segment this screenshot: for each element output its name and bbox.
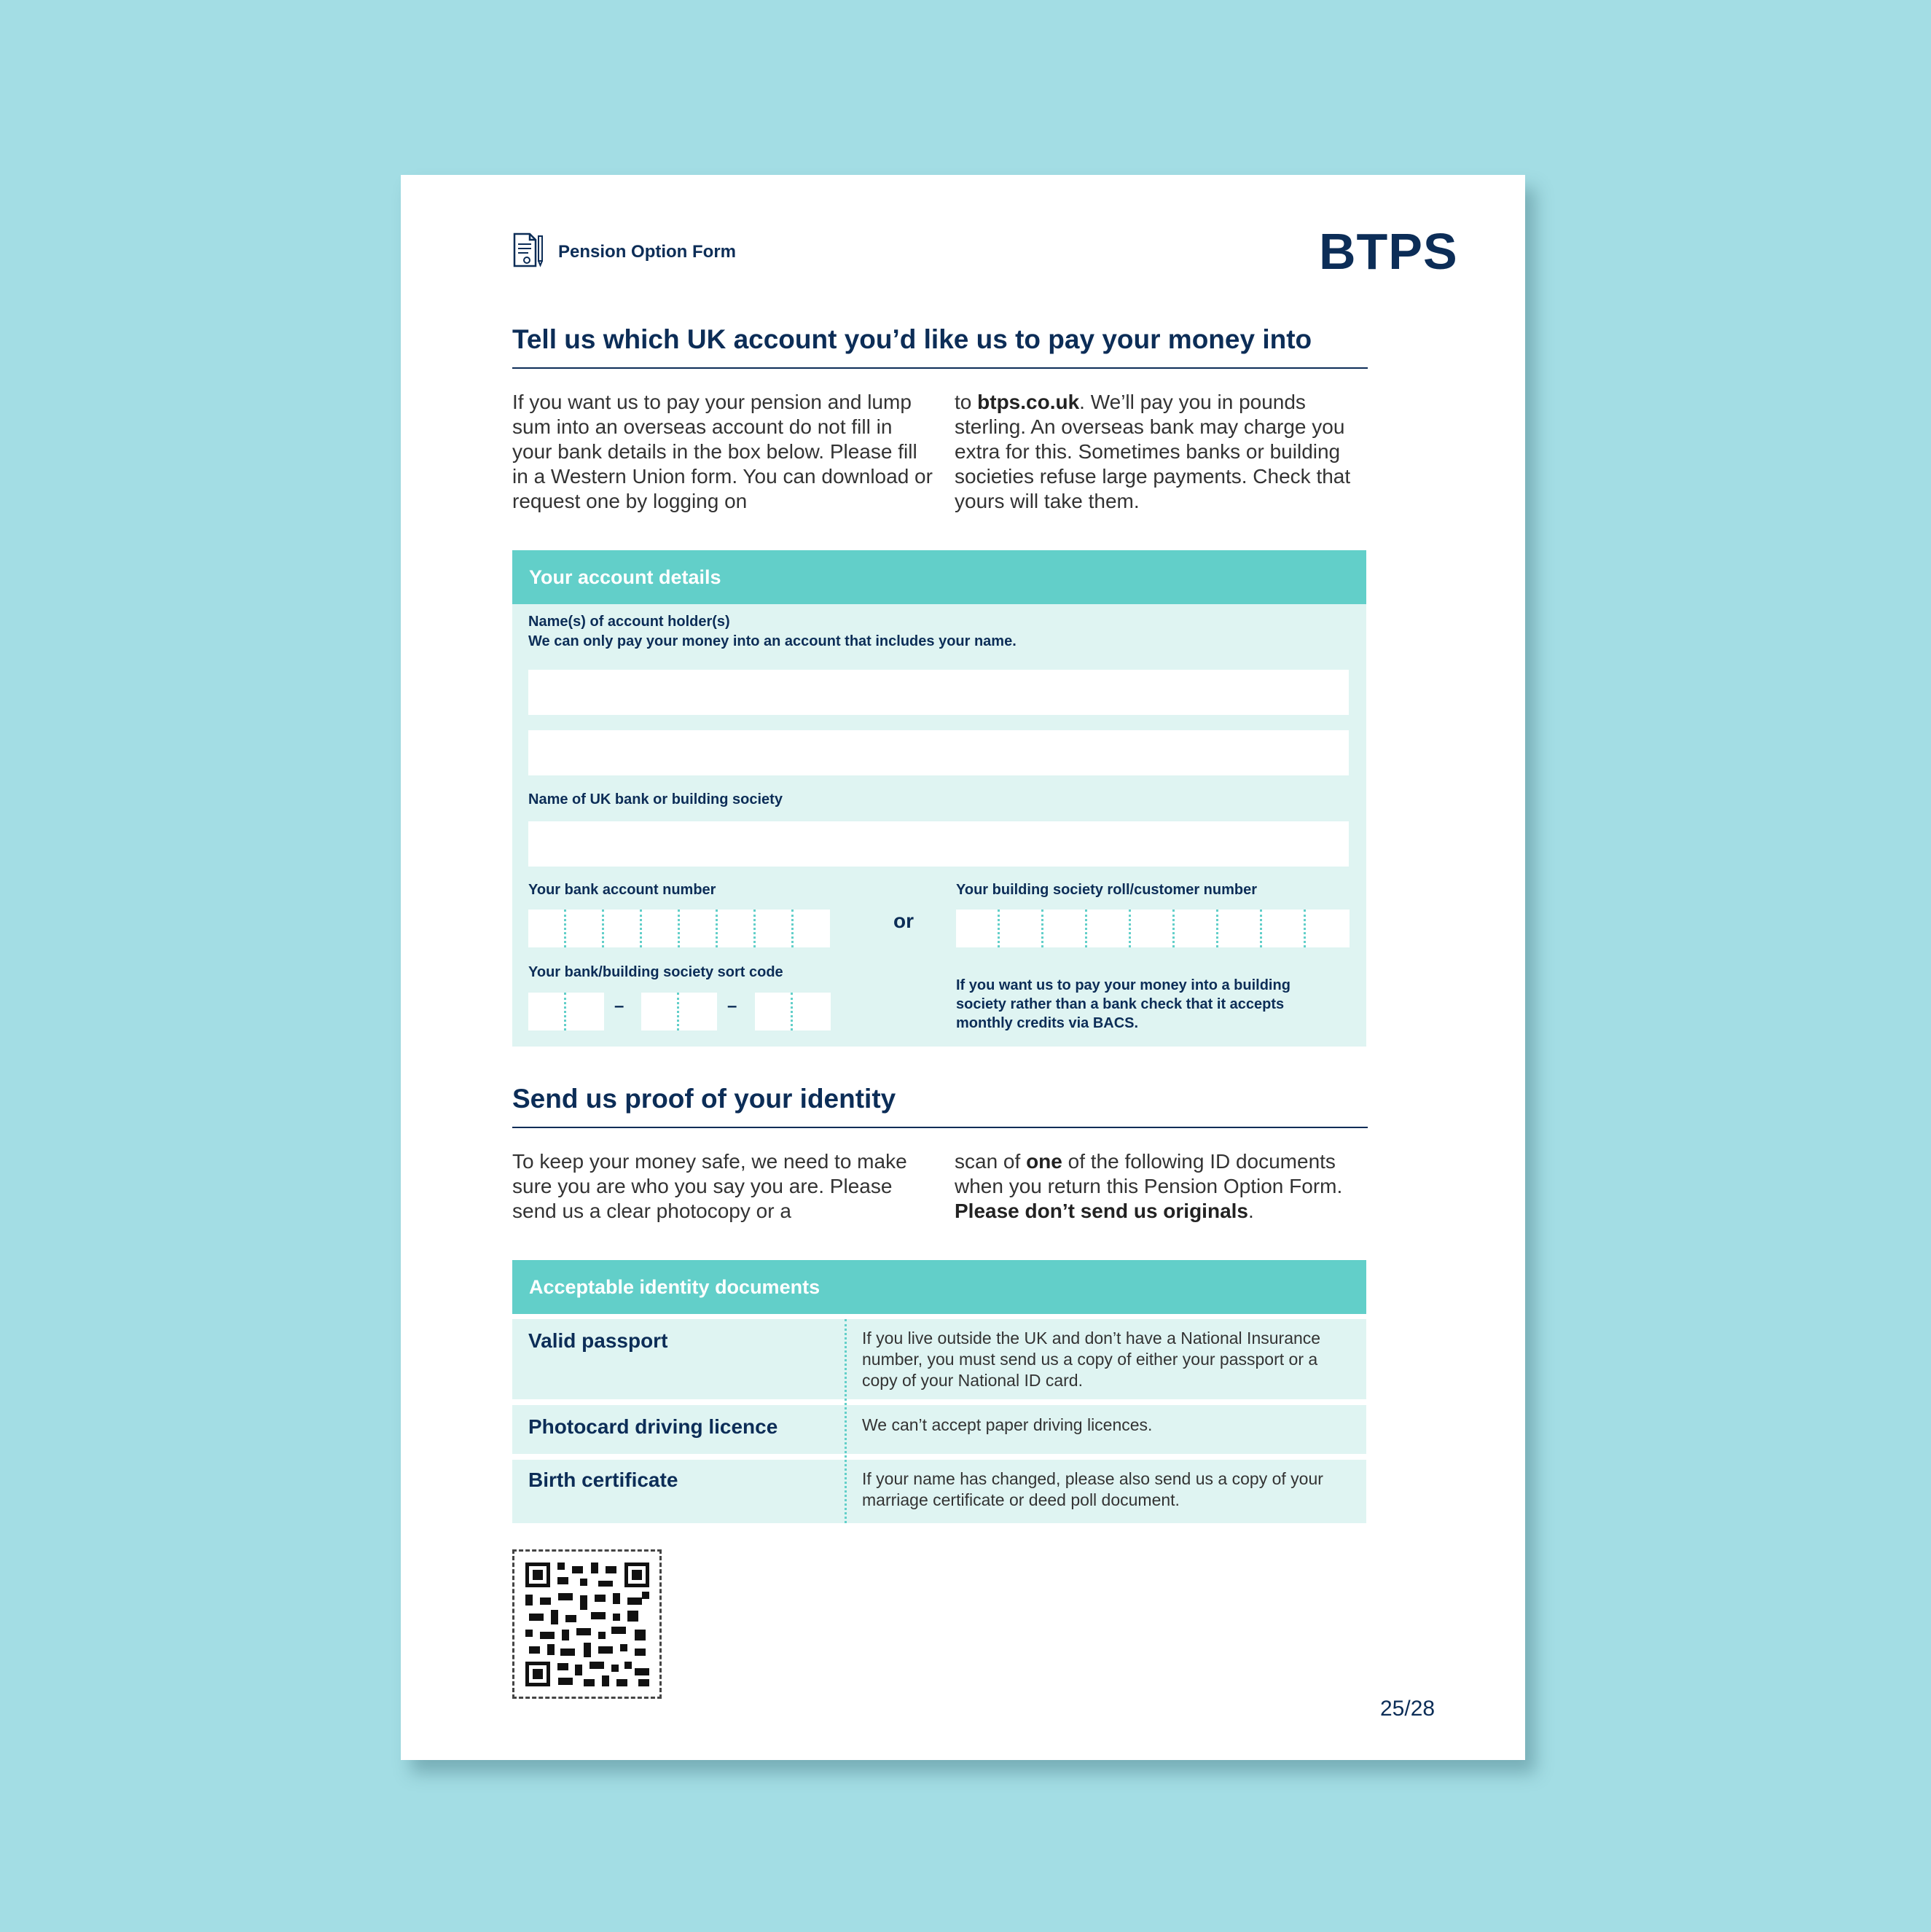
id-name: Photocard driving licence [528, 1415, 778, 1438]
identity-documents-heading: Acceptable identity documents [512, 1260, 1366, 1314]
id-row-birth-certificate [512, 1460, 1366, 1523]
id-name: Valid passport [528, 1329, 668, 1352]
document-pen-icon [512, 232, 544, 268]
btps-logo: BTPS [1319, 223, 1458, 280]
sort-code-dash-2: – [727, 996, 737, 1016]
sort-code-dash-1: – [614, 996, 624, 1016]
account-intro-right: to btps.co.uk. We’ll pay you in pounds sterling. An overseas bank may charge you extra for this. Sometimes banks or building societies refuse large payments. Check that yours will take them. [955, 391, 1351, 512]
account-title-rule [512, 367, 1368, 369]
identity-section-title: Send us proof of your identity [512, 1084, 896, 1114]
qr-code-icon [525, 1563, 649, 1686]
roll-number-boxes[interactable] [956, 910, 1350, 947]
bacs-note: If you want us to pay your money into a building society rather than a bank check that it accepts monthly credits via BACS. [956, 977, 1290, 1031]
bank-label: Name of UK bank or building society [528, 791, 783, 807]
holder-name-input-1[interactable] [528, 670, 1349, 715]
btps-link[interactable]: btps.co.uk [977, 391, 1080, 413]
qr-code-frame [512, 1549, 662, 1699]
identity-intro-left: To keep your money safe, we need to make sure you are who you say you are. Please send us a clear photocopy or a [512, 1150, 907, 1222]
sort-code-box-2[interactable] [641, 993, 717, 1030]
account-section-title: Tell us which UK account you’d like us to pay your money into [512, 324, 1312, 354]
id-name: Birth certificate [528, 1468, 678, 1491]
page-number: 25/28 [1380, 1697, 1435, 1721]
identity-title-rule [512, 1127, 1368, 1128]
account-details-heading: Your account details [512, 550, 1366, 604]
bank-name-input[interactable] [528, 821, 1349, 867]
or-label: or [893, 910, 914, 932]
account-number-boxes[interactable] [528, 910, 830, 947]
holder-name-input-2[interactable] [528, 730, 1349, 775]
holder-label: Name(s) of account holder(s) [528, 614, 730, 630]
id-table-divider [845, 1319, 847, 1523]
account-number-label: Your bank account number [528, 882, 716, 898]
sort-code-box-1[interactable] [528, 993, 604, 1030]
sort-code-label: Your bank/building society sort code [528, 964, 783, 980]
account-intro-left: If you want us to pay your pension and lump sum into an overseas account do not fill in your bank details in the box below. Please fill in a Western Union form. You can download or request one by logging on [512, 391, 933, 512]
sort-code-box-3[interactable] [755, 993, 831, 1030]
account-details-panel [512, 550, 1366, 1047]
id-note: We can’t accept paper driving licences. [862, 1415, 1153, 1434]
roll-number-label: Your building society roll/customer number [956, 882, 1258, 898]
id-note: If you live outside the UK and don’t have a National Insurance number, you must send us a copy of either your passport or a copy of your National ID card. [862, 1329, 1321, 1390]
form-page [401, 175, 1525, 1760]
holder-note: We can only pay your money into an account that includes your name. [528, 633, 1017, 649]
id-note: If your name has changed, please also send us a copy of your marriage certificate or deed poll document. [862, 1469, 1323, 1509]
id-row-driving-licence [512, 1405, 1366, 1454]
form-title: Pension Option Form [558, 242, 736, 262]
id-row-passport [512, 1319, 1366, 1399]
identity-intro-right: scan of one of the following ID documents when you return this Pension Option Form. Please don’t send us originals. [955, 1150, 1343, 1222]
